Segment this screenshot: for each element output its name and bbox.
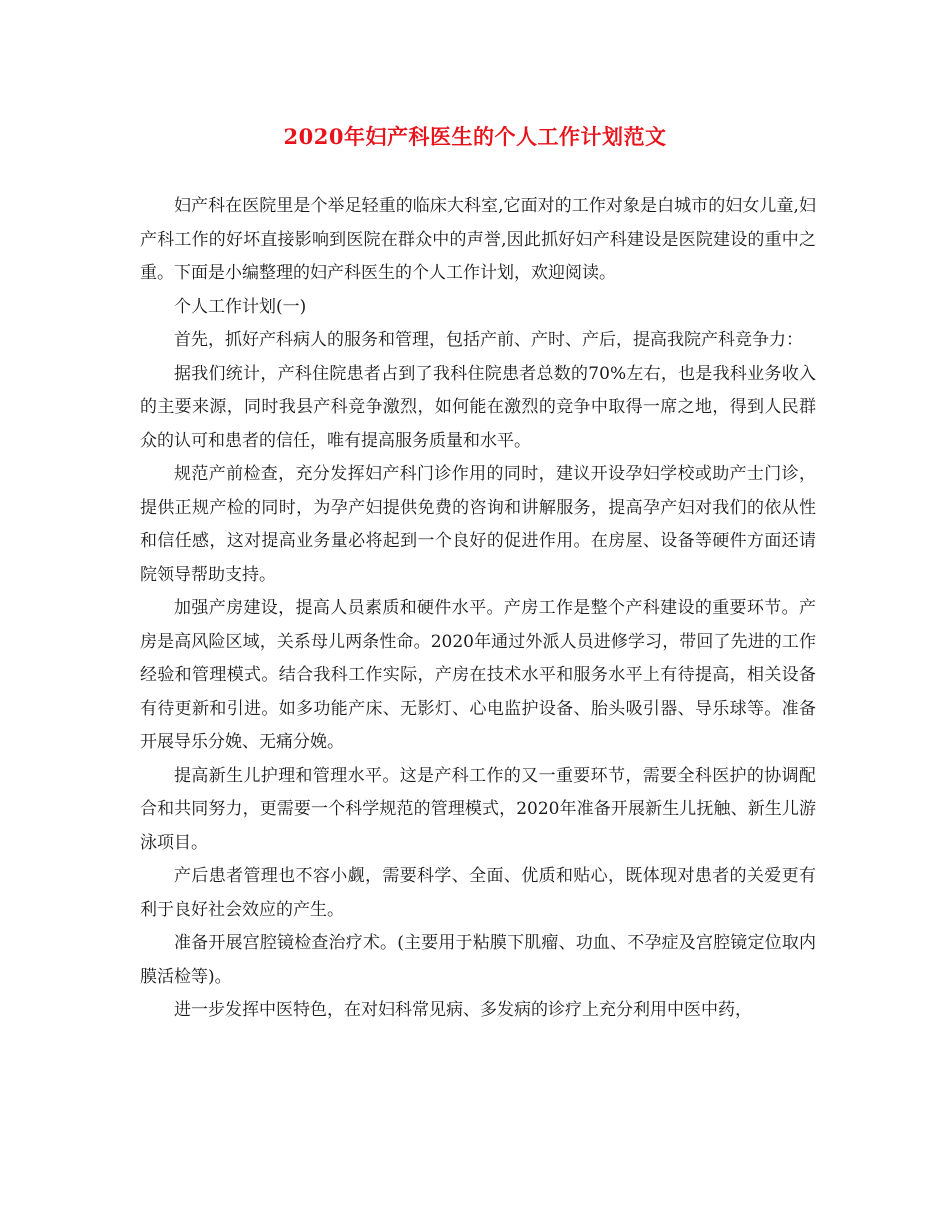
paragraph: 规范产前检查，充分发挥妇产科门诊作用的同时，建议开设孕妇学校或助产士门诊，提供正规产检的同时，为孕产妇提供免费的咨询和讲解服务，提高孕产妇对我们的依从性和信任感，这对提高业务量必将起到一个良好的促进作用。在房屋、设备等硬件方面还请院领导帮助支持。 [140, 464, 816, 585]
paragraph: 产后患者管理也不容小觑，需要科学、全面、优质和贴心，既体现对患者的关爱更有利于良好社会效应的产生。 [140, 866, 816, 920]
document-title: 2020年妇产科医生的个人工作计划范文 [283, 124, 667, 149]
paragraph: 加强产房建设，提高人员素质和硬件水平。产房工作是整个产科建设的重要环节。产房是高风险区域，关系母儿两条性命。2020年通过外派人员进修学习，带回了先进的工作经验和管理模式。结合我科工作实际，产房在技术水平和服务水平上有待提高，相关设备有待更新和引进。如多功能产床、无影灯、心电监护设备、胎头吸引器、导乐球等。准备开展导乐分娩、无痛分娩。 [140, 598, 816, 752]
document-body [140, 190, 816, 1028]
paragraph: 进一步发挥中医特色，在对妇科常见病、多发病的诊疗上充分利用中医中药， [174, 1000, 752, 1020]
paragraph: 首先，抓好产科病人的服务和管理，包括产前、产时、产后，提高我院产科竞争力： [174, 330, 803, 350]
paragraph: 提高新生儿护理和管理水平。这是产科工作的又一重要环节，需要全科医护的协调配合和共同努力，更需要一个科学规范的管理模式，2020年准备开展新生儿抚触、新生儿游泳项目。 [140, 765, 816, 853]
paragraph-section-heading: 个人工作计划(一) [174, 296, 307, 317]
paragraph: 准备开展宫腔镜检查治疗术。(主要用于粘膜下肌瘤、功血、不孕症及宫腔镜定位取内膜活检等)。 [140, 933, 816, 987]
paragraph: 据我们统计，产科住院患者占到了我科住院患者总数的70%左右，也是我科业务收入的主要来源，同时我县产科竞争激烈，如何能在激烈的竞争中取得一席之地，得到人民群众的认可和患者的信任，唯有提高服务质量和水平。 [140, 363, 816, 451]
paragraph-intro: 妇产科在医院里是个举足轻重的临床大科室,它面对的工作对象是白城市的妇女儿童,妇产科工作的好坏直接影响到医院在群众中的声誉,因此抓好妇产科建设是医院建设的重中之重。下面是小编整理的妇产科医生的个人工作计划，欢迎阅读。 [140, 196, 816, 283]
